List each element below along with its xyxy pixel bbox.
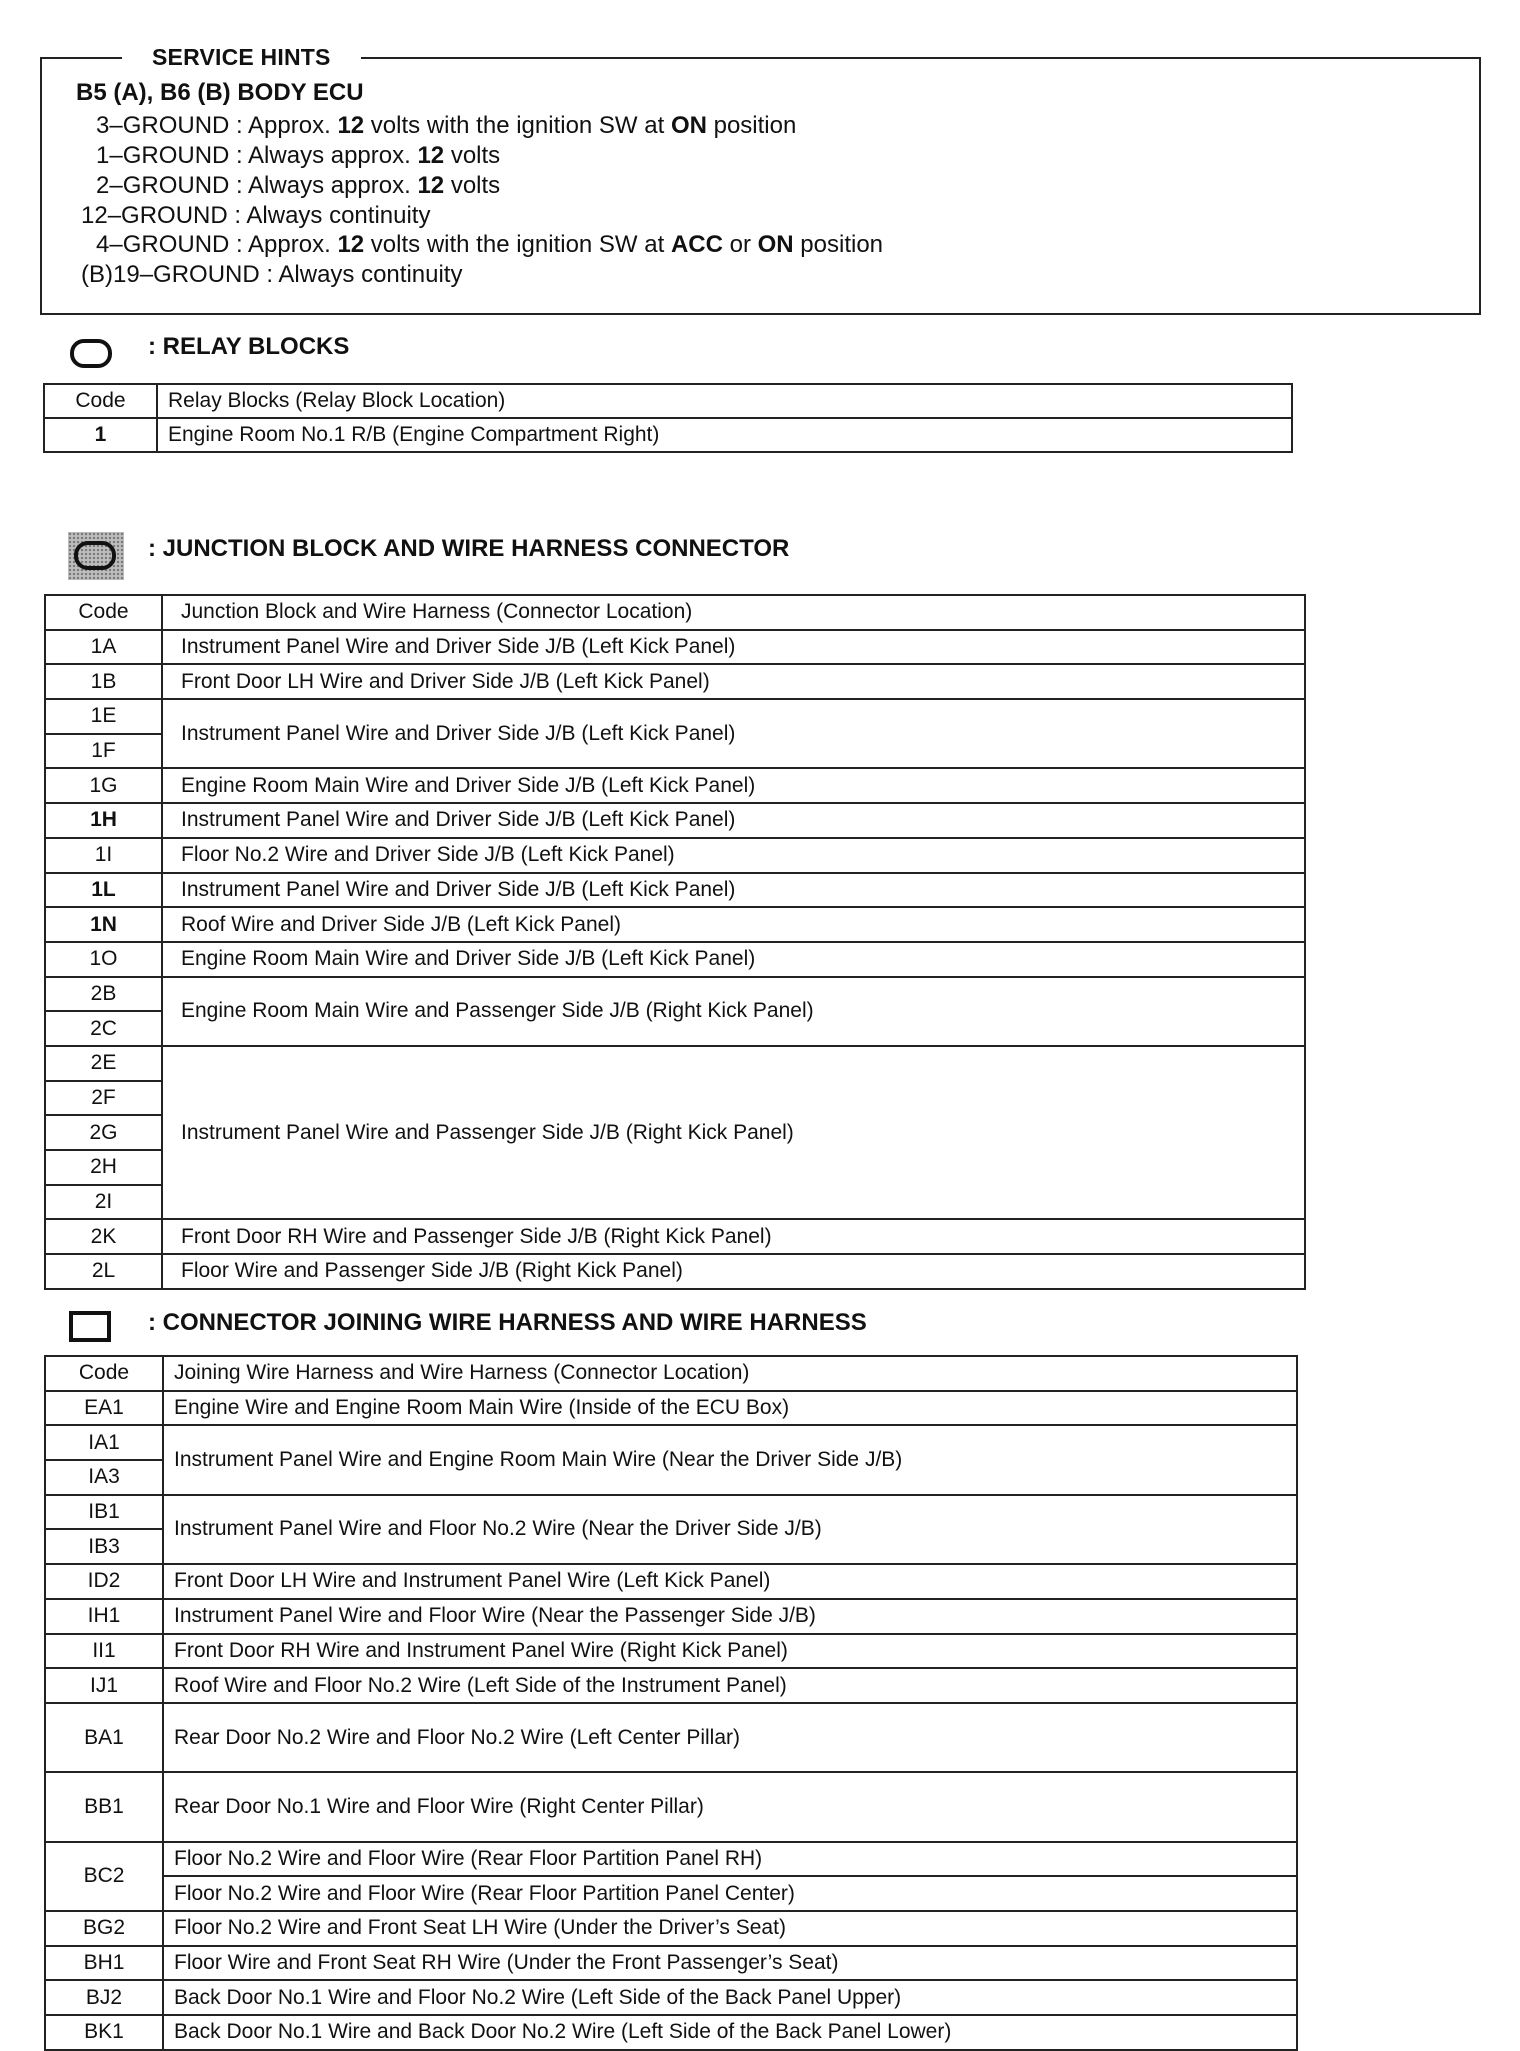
cell-desc: Floor No.2 Wire and Floor Wire (Rear Floor Partition Panel RH) xyxy=(163,1842,1297,1877)
cell-code: 1 xyxy=(44,418,157,452)
table-row xyxy=(45,1495,1297,1530)
cell-code: 2B xyxy=(45,977,162,1012)
hint-line: 4–GROUND : Approx. 12 volts with the ignition SW at ACC or ON position xyxy=(96,231,884,258)
cell-code: 1B xyxy=(45,664,162,699)
table-row xyxy=(45,803,1305,838)
cell-code: 1H xyxy=(45,803,162,838)
relay-block-symbol-icon xyxy=(70,339,112,368)
connector-heading: : CONNECTOR JOINING WIRE HARNESS AND WIRE HARNESS xyxy=(148,1309,867,1336)
hint-line: 1–GROUND : Always approx. 12 volts xyxy=(96,142,501,169)
connector-symbol-icon xyxy=(69,1311,111,1342)
table-row xyxy=(45,1599,1297,1634)
table-row xyxy=(45,1564,1297,1599)
cell-desc: Instrument Panel Wire and Passenger Side J/B (Right Kick Panel) xyxy=(162,1046,1305,1219)
service-hints-subtitle: B5 (A), B6 (B) BODY ECU xyxy=(76,79,364,106)
cell-code: 1F xyxy=(45,734,162,769)
header-desc: Joining Wire Harness and Wire Harness (Connector Location) xyxy=(163,1356,1297,1391)
cell-desc: Floor No.2 Wire and Front Seat LH Wire (Under the Driver’s Seat) xyxy=(163,1911,1297,1946)
table-row xyxy=(45,1046,1305,1081)
table-row xyxy=(45,768,1305,803)
cell-code: 2L xyxy=(45,1254,162,1289)
cell-desc: Engine Wire and Engine Room Main Wire (Inside of the ECU Box) xyxy=(163,1391,1297,1426)
cell-code: BC2 xyxy=(45,1842,163,1911)
cell-code: EA1 xyxy=(45,1391,163,1426)
cell-code: BH1 xyxy=(45,1946,163,1981)
cell-code: 1L xyxy=(45,873,162,908)
cell-desc: Rear Door No.1 Wire and Floor Wire (Right Center Pillar) xyxy=(163,1772,1297,1841)
table-row xyxy=(45,942,1305,977)
cell-desc: Rear Door No.2 Wire and Floor No.2 Wire (Left Center Pillar) xyxy=(163,1703,1297,1772)
cell-code: 2E xyxy=(45,1046,162,1081)
header-code: Code xyxy=(44,384,157,418)
table-row xyxy=(45,1391,1297,1426)
header-desc: Relay Blocks (Relay Block Location) xyxy=(157,384,1292,418)
table-row xyxy=(45,1425,1297,1460)
cell-desc: Instrument Panel Wire and Engine Room Main Wire (Near the Driver Side J/B) xyxy=(163,1425,1297,1494)
table-row xyxy=(45,1254,1305,1289)
junction-block-symbol-icon xyxy=(74,541,116,570)
cell-desc: Floor Wire and Front Seat RH Wire (Under the Front Passenger’s Seat) xyxy=(163,1946,1297,1981)
table-header-row xyxy=(45,1356,1297,1391)
table-row xyxy=(45,1772,1297,1841)
cell-desc: Floor Wire and Passenger Side J/B (Right Kick Panel) xyxy=(162,1254,1305,1289)
table-row xyxy=(45,1842,1297,1877)
cell-desc: Instrument Panel Wire and Floor No.2 Wire (Near the Driver Side J/B) xyxy=(163,1495,1297,1564)
cell-desc: Engine Room No.1 R/B (Engine Compartment Right) xyxy=(157,418,1292,452)
hint-line: (B)19–GROUND : Always continuity xyxy=(81,261,463,288)
cell-code: BA1 xyxy=(45,1703,163,1772)
cell-desc: Roof Wire and Floor No.2 Wire (Left Side of the Instrument Panel) xyxy=(163,1668,1297,1703)
table-row xyxy=(45,1876,1297,1911)
cell-code: 1A xyxy=(45,630,162,665)
junction-block-table xyxy=(44,594,1306,1290)
table-row xyxy=(45,1219,1305,1254)
header-desc: Junction Block and Wire Harness (Connector Location) xyxy=(162,595,1305,630)
cell-desc: Roof Wire and Driver Side J/B (Left Kick Panel) xyxy=(162,907,1305,942)
junction-block-heading: : JUNCTION BLOCK AND WIRE HARNESS CONNECTOR xyxy=(148,535,790,562)
table-row xyxy=(45,873,1305,908)
cell-code: II1 xyxy=(45,1634,163,1669)
table-row xyxy=(45,2015,1297,2050)
table-header-row xyxy=(44,384,1292,418)
table-row xyxy=(45,630,1305,665)
table-row xyxy=(45,838,1305,873)
relay-blocks-heading: : RELAY BLOCKS xyxy=(148,333,350,360)
header-code: Code xyxy=(45,595,162,630)
cell-code: 1G xyxy=(45,768,162,803)
cell-desc: Engine Room Main Wire and Passenger Side J/B (Right Kick Panel) xyxy=(162,977,1305,1046)
cell-desc: Front Door LH Wire and Driver Side J/B (Left Kick Panel) xyxy=(162,664,1305,699)
hint-line: 2–GROUND : Always approx. 12 volts xyxy=(96,172,501,199)
hint-line: 3–GROUND : Approx. 12 volts with the ignition SW at ON position xyxy=(96,112,797,139)
cell-code: 2C xyxy=(45,1011,162,1046)
cell-code: 2G xyxy=(45,1115,162,1150)
table-row xyxy=(45,664,1305,699)
cell-desc: Instrument Panel Wire and Driver Side J/B (Left Kick Panel) xyxy=(162,873,1305,908)
cell-desc: Floor No.2 Wire and Driver Side J/B (Left Kick Panel) xyxy=(162,838,1305,873)
cell-code: IA1 xyxy=(45,1425,163,1460)
cell-desc: Instrument Panel Wire and Driver Side J/B (Left Kick Panel) xyxy=(162,803,1305,838)
cell-desc: Instrument Panel Wire and Driver Side J/B (Left Kick Panel) xyxy=(162,630,1305,665)
cell-code: IA3 xyxy=(45,1460,163,1495)
service-hints-title: SERVICE HINTS xyxy=(122,44,361,71)
cell-code: BJ2 xyxy=(45,1980,163,2015)
cell-desc: Back Door No.1 Wire and Back Door No.2 Wire (Left Side of the Back Panel Lower) xyxy=(163,2015,1297,2050)
cell-code: 1N xyxy=(45,907,162,942)
table-row xyxy=(45,1911,1297,1946)
cell-code: 1I xyxy=(45,838,162,873)
cell-code: 2H xyxy=(45,1150,162,1185)
cell-code: 1O xyxy=(45,942,162,977)
cell-code: BG2 xyxy=(45,1911,163,1946)
connector-table xyxy=(44,1355,1298,2051)
cell-code: 1E xyxy=(45,699,162,734)
table-row xyxy=(44,418,1292,452)
cell-code: 2F xyxy=(45,1081,162,1116)
cell-code: ID2 xyxy=(45,1564,163,1599)
header-code: Code xyxy=(45,1356,163,1391)
table-row xyxy=(45,977,1305,1012)
table-header-row xyxy=(45,595,1305,630)
table-row xyxy=(45,1634,1297,1669)
cell-code: IB1 xyxy=(45,1495,163,1530)
cell-code: 2K xyxy=(45,1219,162,1254)
cell-code: BB1 xyxy=(45,1772,163,1841)
cell-desc: Instrument Panel Wire and Driver Side J/B (Left Kick Panel) xyxy=(162,699,1305,768)
table-row xyxy=(45,1946,1297,1981)
cell-code: IB3 xyxy=(45,1529,163,1564)
cell-code: BK1 xyxy=(45,2015,163,2050)
cell-desc: Front Door RH Wire and Passenger Side J/B (Right Kick Panel) xyxy=(162,1219,1305,1254)
cell-desc: Back Door No.1 Wire and Floor No.2 Wire (Left Side of the Back Panel Upper) xyxy=(163,1980,1297,2015)
cell-desc: Front Door RH Wire and Instrument Panel Wire (Right Kick Panel) xyxy=(163,1634,1297,1669)
service-hints-box xyxy=(40,44,1481,315)
hint-line: 12–GROUND : Always continuity xyxy=(81,202,431,229)
table-row xyxy=(45,699,1305,734)
cell-code: IH1 xyxy=(45,1599,163,1634)
table-row xyxy=(45,1668,1297,1703)
cell-desc: Engine Room Main Wire and Driver Side J/B (Left Kick Panel) xyxy=(162,768,1305,803)
cell-desc: Engine Room Main Wire and Driver Side J/B (Left Kick Panel) xyxy=(162,942,1305,977)
table-row xyxy=(45,907,1305,942)
table-row xyxy=(45,1980,1297,2015)
relay-blocks-table xyxy=(43,383,1293,453)
table-row xyxy=(45,1703,1297,1772)
cell-code: IJ1 xyxy=(45,1668,163,1703)
cell-code: 2I xyxy=(45,1185,162,1220)
cell-desc: Floor No.2 Wire and Floor Wire (Rear Floor Partition Panel Center) xyxy=(163,1876,1297,1911)
cell-desc: Instrument Panel Wire and Floor Wire (Near the Passenger Side J/B) xyxy=(163,1599,1297,1634)
cell-desc: Front Door LH Wire and Instrument Panel Wire (Left Kick Panel) xyxy=(163,1564,1297,1599)
